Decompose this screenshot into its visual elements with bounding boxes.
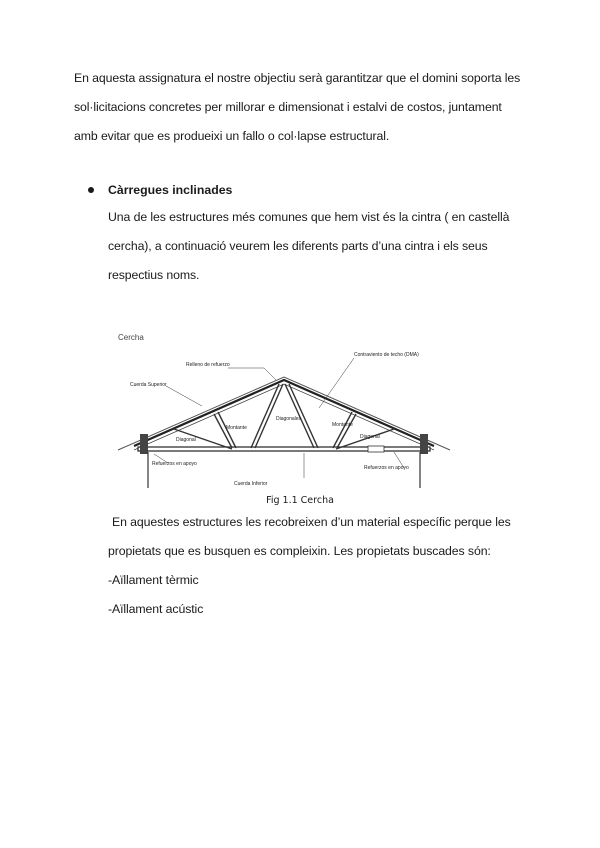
after-line: -Aïllament acústic [108,602,204,616]
bullet-title: Càrregues inclinades [108,183,233,197]
intro-line: En aquesta assignatura el nostre objectiu serà garantitzar que el domini soporta les [74,71,521,85]
label-montante-right: Montante [332,422,353,428]
after-line: En aquestes estructures les recobreixen d’un material específic perque les [112,515,511,529]
figure-title: Cercha [118,333,144,342]
intro-line: sol·licitacions concretes per millorar e dimensionat i estalvi de costos, juntament [74,100,502,114]
splice-plate [368,446,384,452]
bullet-paragraph [108,203,528,290]
intro-paragraph [74,64,534,151]
bullet-line: Una de les estructures més comunes que hem vist és la cintra ( en castellà [108,210,510,224]
bullet-line: respectius noms. [108,268,200,282]
after-paragraph [108,508,548,624]
label-refuerzo-apoyo-left: Refuerzos en apoyo [152,461,197,467]
after-line: propietats que es busquen es compleixin. Les propietats buscades són: [108,544,491,558]
label-refuerzo: Relleno de refuerzo [186,362,230,368]
after-line: -Aïllament tèrmic [108,573,199,587]
label-cuerda-inferior: Cuerda Inferior [234,481,268,487]
support-right [420,434,428,454]
label-refuerzo-apoyo-right: Refuerzos en apoyo [364,465,409,471]
label-montante-left: Montante [226,425,247,431]
label-diagonal-right: Diagonal [360,434,380,440]
roof-line [118,377,450,450]
bottom-chord [138,447,430,451]
truss-figure [114,328,454,492]
support-left [140,434,148,454]
figure-caption: Fig 1.1 Cercha [266,495,334,506]
label-diagonal-left: Diagonal [176,437,196,443]
label-diagonales: Diagonales [276,416,302,422]
intro-line: amb evitar que es produeixi un fallo o col·lapse estructural. [74,129,390,143]
bullet-line: cercha), a continuació veurem les diferents parts d’una cintra i els seus [108,239,488,253]
label-contraviento: Contraviento de techo (DMA) [354,352,419,358]
bullet-dot-icon [88,187,94,193]
truss-diagram [114,328,454,492]
label-cuerda-superior: Cuerda Superior [130,382,167,388]
